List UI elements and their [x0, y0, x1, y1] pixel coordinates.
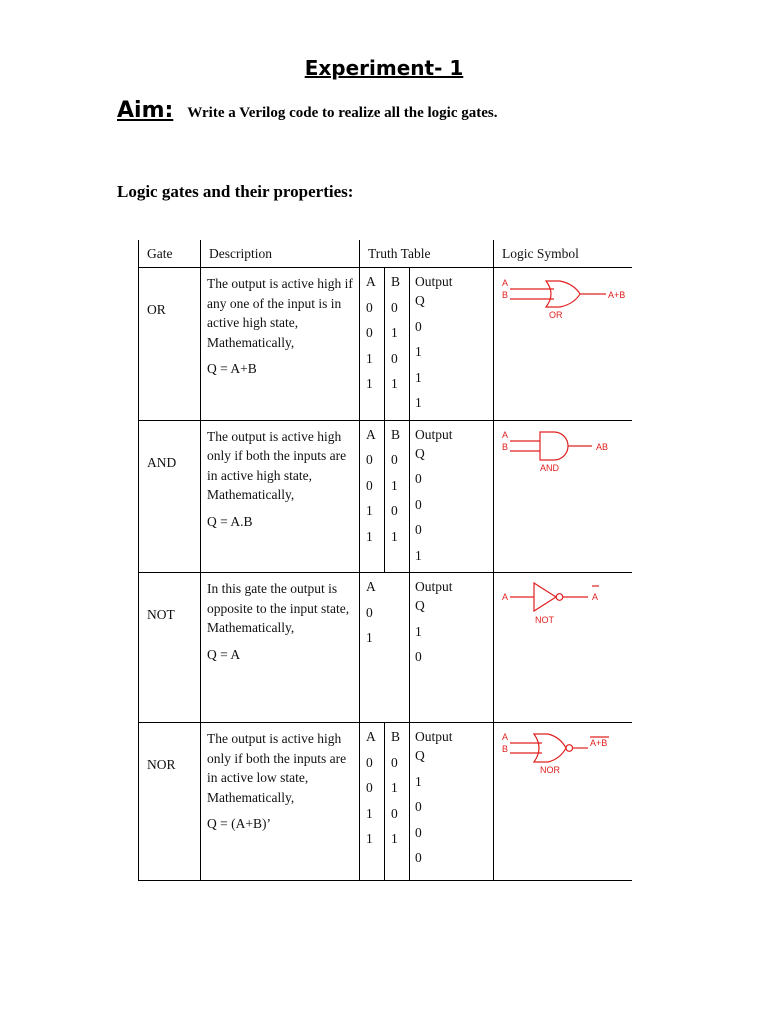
symbol-input-b: B: [502, 744, 509, 754]
truth-col-b: [385, 268, 410, 421]
table-row-nor: [139, 723, 633, 881]
truth-cell: Output: [415, 426, 453, 442]
symbol-input-b: B: [502, 290, 509, 300]
table-row-or: [139, 268, 633, 421]
description-text: The output is active high only if both the inputs are in active high state, Mathematically,: [207, 428, 347, 502]
symbol-input-a: A: [502, 429, 509, 440]
truth-col-b: [385, 723, 410, 881]
or-gate-symbol: [502, 276, 632, 320]
gate-description: [201, 723, 360, 881]
section-heading: Logic gates and their properties:: [117, 182, 354, 201]
symbol-input-a: A: [502, 592, 509, 602]
truth-cell: 1: [391, 780, 398, 795]
truth-cell: 1: [391, 831, 398, 846]
logic-symbol-cell: [494, 573, 633, 723]
truth-cell: 0: [366, 754, 373, 770]
logic-symbol-cell: [494, 268, 633, 421]
truth-cell: 0: [366, 325, 373, 340]
truth-cell: 1: [366, 376, 373, 391]
truth-cell: 0: [415, 824, 422, 840]
truth-cell: Q: [415, 748, 425, 763]
truth-cell: 0: [366, 780, 373, 795]
equation: Q = A: [207, 646, 241, 662]
gate-description: [201, 268, 360, 421]
truth-cell: 0: [391, 452, 398, 467]
symbol-output: A+B: [608, 290, 626, 300]
truth-cell: 1: [391, 325, 398, 340]
truth-cell: 0: [366, 299, 373, 315]
truth-col-output: [410, 420, 494, 573]
symbol-input-a: A: [502, 278, 509, 288]
truth-cell: Output: [415, 729, 453, 744]
equation: Q = A+B: [207, 361, 257, 376]
truth-cell: 1: [366, 630, 373, 645]
truth-cell: 1: [415, 623, 422, 639]
symbol-input-a: A: [502, 732, 509, 742]
truth-cell: 1: [415, 395, 422, 410]
truth-cell: 0: [391, 754, 398, 770]
logic-symbol-cell: [494, 723, 633, 881]
truth-cell: 0: [415, 496, 422, 512]
truth-cell: 1: [415, 369, 422, 385]
truth-cell: 0: [415, 522, 422, 537]
gate-name: OR: [139, 268, 201, 421]
truth-cell: 0: [391, 805, 398, 821]
truth-cell: A: [366, 729, 376, 744]
and-gate-symbol: [502, 429, 632, 473]
logic-symbol-cell: [494, 420, 633, 573]
truth-cell: 0: [391, 503, 398, 518]
truth-cell: Output: [415, 274, 453, 289]
header-logic-symbol: Logic Symbol: [494, 240, 633, 268]
description-text: The output is active high if any one of the input is in active high state, Mathematically,: [207, 276, 353, 350]
equation: Q = (A+B)’: [207, 816, 271, 831]
table-row-not: [139, 573, 633, 723]
aim-line: [117, 98, 498, 123]
truth-cell: 0: [366, 452, 373, 467]
truth-cell: 0: [391, 299, 398, 315]
gate-description: [201, 420, 360, 573]
logic-gates-table: [138, 240, 632, 881]
truth-col-output: [410, 268, 494, 421]
truth-cell: 0: [366, 604, 373, 620]
gate-name: AND: [139, 420, 201, 573]
truth-cell: B: [391, 729, 401, 744]
truth-cell: 1: [415, 547, 422, 563]
equation: Q = A.B: [207, 513, 253, 529]
truth-cell: Output: [415, 579, 453, 594]
truth-cell: 1: [366, 503, 373, 518]
symbol-output: A+B: [590, 738, 608, 748]
truth-col-output: [410, 573, 494, 723]
symbol-output: A: [592, 592, 599, 602]
gate-description: [201, 573, 360, 723]
symbol-name: OR: [549, 310, 563, 320]
truth-col-a: [360, 723, 385, 881]
truth-cell: Q: [415, 445, 425, 461]
table-row-and: [139, 420, 633, 573]
truth-cell: 1: [366, 528, 373, 544]
truth-cell: A: [366, 426, 376, 442]
symbol-input-b: B: [502, 441, 509, 452]
truth-cell: B: [391, 274, 401, 289]
symbol-output: AB: [596, 441, 609, 452]
description-text: In this gate the output is opposite to the input state, Mathematically,: [207, 581, 350, 635]
header-truth-table: Truth Table: [360, 240, 494, 268]
truth-col-a: [360, 420, 385, 573]
truth-cell: Q: [415, 598, 425, 613]
header-description: Description: [201, 240, 360, 268]
truth-col-a: [360, 268, 385, 421]
truth-cell: 1: [391, 376, 398, 391]
truth-cell: 0: [391, 350, 398, 366]
truth-cell: 0: [415, 649, 422, 664]
symbol-name: AND: [540, 462, 560, 473]
page-title: Experiment- 1: [304, 56, 464, 80]
table-header-row: [139, 240, 633, 268]
truth-cell: A: [366, 274, 376, 289]
aim-label: Aim:: [117, 98, 174, 123]
truth-cell: 0: [415, 471, 422, 486]
truth-cell: 1: [415, 344, 422, 359]
truth-cell: 0: [366, 477, 373, 493]
symbol-name: NOR: [540, 765, 560, 775]
truth-col-output: [410, 723, 494, 881]
truth-cell: Q: [415, 293, 425, 308]
nor-gate-symbol: [502, 731, 632, 775]
description-text: The output is active high only if both the inputs are in active low state, Mathematically,: [207, 731, 347, 805]
truth-cell: 1: [366, 831, 373, 846]
gate-name: NOR: [139, 723, 201, 881]
truth-cell: 1: [415, 773, 422, 789]
gate-name: NOT: [139, 573, 201, 723]
not-gate-symbol: [502, 581, 632, 627]
aim-text: Write a Verilog code to realize all the logic gates.: [187, 105, 498, 121]
truth-cell: B: [391, 426, 401, 442]
truth-cell: 1: [366, 350, 373, 366]
truth-cell: 0: [415, 799, 422, 814]
symbol-name: NOT: [535, 615, 554, 625]
header-gate: Gate: [139, 240, 201, 268]
truth-cell: A: [366, 579, 376, 594]
truth-cell: 0: [415, 850, 422, 865]
truth-cell: 1: [391, 477, 398, 493]
truth-col-a: [360, 573, 410, 723]
truth-cell: 0: [415, 318, 422, 334]
truth-cell: 1: [366, 805, 373, 821]
truth-col-b: [385, 420, 410, 573]
truth-cell: 1: [391, 528, 398, 544]
